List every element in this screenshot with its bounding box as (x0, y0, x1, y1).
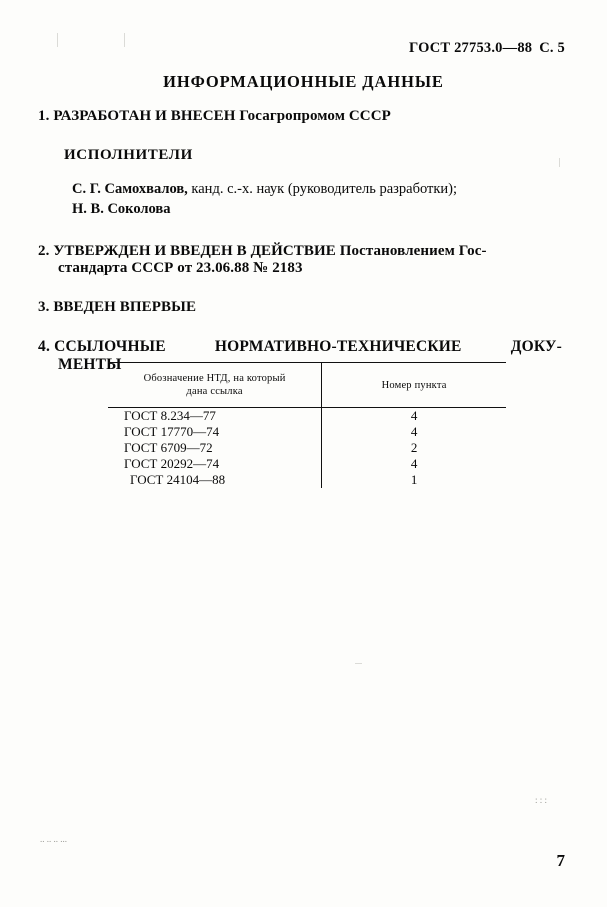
doc-name: ГОСТ 24104—88 (130, 471, 226, 487)
performer-name: Н. В. Соколова (72, 200, 171, 217)
table-header-doc (108, 363, 322, 408)
doc-name: ГОСТ 6709—72 (124, 439, 213, 455)
page-number: 7 (556, 851, 565, 870)
table-body (108, 408, 506, 488)
performer-details: канд. с.-х. наук (руководитель разработки); (191, 181, 458, 197)
item-number: 4 (410, 424, 418, 440)
section-4-word1: ССЫЛОЧНЫЕ (54, 338, 166, 356)
scan-artifact (124, 33, 125, 47)
section-1-number: 1. (38, 108, 50, 124)
performers-list (72, 180, 570, 219)
performer-row (72, 200, 570, 220)
item-number: 4 (410, 455, 418, 471)
section-2-number: 2. (38, 243, 50, 260)
section-4-word2: НОРМАТИВНО-ТЕХНИЧЕСКИЕ (214, 338, 462, 356)
section-1-rest: Госагропромом СССР (239, 108, 391, 124)
section-4-number: 4. (38, 338, 51, 356)
standard-number: ГОСТ 27753.0—88 (409, 40, 533, 56)
table-head (108, 363, 506, 408)
section-2-line2: стандарта СССР от 23.06.88 № 2183 (58, 260, 303, 277)
table-cell-docs (108, 408, 322, 488)
scan-artifact (355, 663, 362, 664)
section-1 (38, 108, 570, 125)
scan-artifact (57, 33, 58, 47)
performer-row (72, 180, 570, 200)
doc-name: ГОСТ 17770—74 (124, 424, 220, 440)
header-page-label: С. 5 (539, 40, 565, 56)
section-4-line1 (38, 338, 562, 356)
performer-name: С. Г. Самохвалов, (72, 181, 188, 197)
table-header-item: Номер пункта (322, 363, 506, 408)
performers-heading: ИСПОЛНИТЕЛИ (64, 147, 193, 163)
section-3 (38, 299, 570, 316)
table-header-row (108, 363, 506, 408)
item-number: 1 (410, 471, 418, 487)
item-number: 4 (410, 408, 418, 424)
scan-artifact: : : : (534, 795, 547, 805)
section-2-rest: Постановлением Гос- (339, 243, 487, 260)
section-1-bold: РАЗРАБОТАН И ВНЕСЕН (53, 108, 236, 124)
reference-documents-table (108, 362, 506, 488)
doc-name: ГОСТ 8.234—77 (124, 408, 216, 424)
document-body (38, 108, 570, 374)
page-title: ИНФОРМАЦИОННЫЕ ДАННЫЕ (163, 72, 444, 91)
section-2 (38, 243, 570, 277)
scan-artifact: .. .. .. ... (40, 834, 67, 844)
section-2-bold: УТВЕРЖДЕН И ВВЕДЕН В ДЕЙСТВИЕ (53, 243, 336, 260)
table-row (108, 408, 506, 488)
table-cell-items (322, 408, 506, 488)
section-4-line2: МЕНТЫ (58, 356, 122, 374)
section-3-number: 3. (38, 299, 50, 316)
section-3-text: ВВЕДЕН ВПЕРВЫЕ (53, 299, 197, 316)
item-number: 2 (410, 439, 418, 455)
section-4-number-and-word1 (38, 338, 166, 356)
doc-name: ГОСТ 20292—74 (124, 455, 220, 471)
page-header (409, 40, 565, 57)
table-header-doc-line1: Обозначение НТД, на который (143, 373, 286, 384)
section-4-word3: ДОКУ- (510, 338, 562, 356)
table-header-doc-line2: дана ссылка (186, 386, 243, 398)
